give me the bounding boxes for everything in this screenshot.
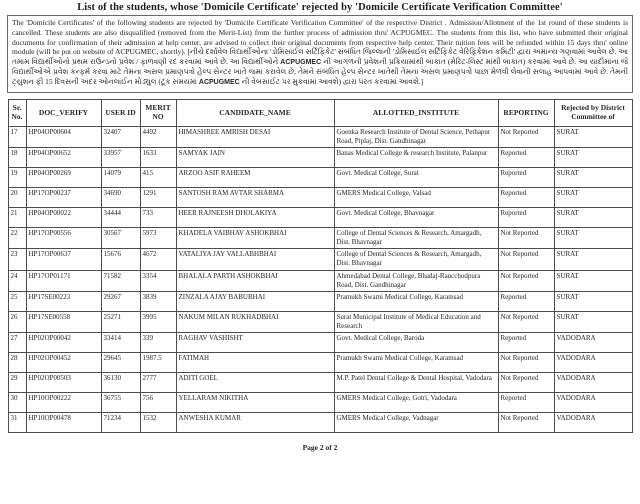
cell-doc-verify: HP17OP00556 (26, 228, 101, 249)
cell-doc-verify: HP02OP00503 (26, 372, 101, 392)
cell-user-id: 71582 (101, 270, 140, 291)
table-row (8, 228, 632, 249)
cell-user-id: 25271 (101, 311, 140, 332)
cell-user-id: 71234 (101, 412, 140, 432)
cell-doc-verify: HP17OP00237 (26, 188, 101, 208)
cell-rejected-district: SURAT (554, 228, 632, 249)
cell-merit-no: 3995 (140, 311, 176, 332)
cell-rejected-district: SURAT (554, 291, 632, 311)
cell-reporting: Reported (498, 291, 554, 311)
cell-sr-no: 30 (8, 392, 26, 412)
cell-doc-verify: HP17OP01171 (26, 270, 101, 291)
page-number: Page 2 of 2 (302, 442, 338, 452)
cell-allotted-institute: Banas Medical College & research Institute, Palanpur (334, 148, 498, 168)
cell-rejected-district: VADODARA (554, 372, 632, 392)
cell-user-id: 34444 (101, 208, 140, 228)
cell-rejected-district: VADODARA (554, 392, 632, 412)
cell-reporting: Reported (498, 392, 554, 412)
cell-candidate-name: HEER RAJNEESH DHOLAKIYA (176, 208, 334, 228)
cell-user-id: 29267 (101, 291, 140, 311)
intro-text-gujarati-2: ની આગળની પ્રવેશની પ્રક્રિયામાંથી બાકાત (મેરિટ-લિસ્ટ માંથી બાકાત) કરવામાં આવે છે. આ યાદીમાંના જે વિદ્યાર્થીઓએ પ્રવેશ કન્ફર્મ કરવા માટે તેમના અસલ પ્રમાણપત્રો હેલ્પ સેન્ટર ખાતે જમા કરાવેલ છે, તેમને સંબંધિત હેલ્પ સેન્ટર ખાતેથી તેમના અસલ પ્રમાણપત્રો પાછા મેળવી લેવાની સલાહ આપવામાં આવે છે. તેમની ટ્યુશન ફી 15 દિવસની અંદર ઓનલાઈન મોડ્યુલ (ટૂંક સમયમાં (12, 57, 628, 86)
cell-merit-no: 1291 (140, 188, 176, 208)
cell-merit-no: 733 (140, 208, 176, 228)
table-row (8, 188, 632, 208)
page-title: List of the students, whose 'Domicile Certificate' rejected by 'Domicile Certificate Verification Committee' (77, 2, 563, 13)
cell-sr-no: 29 (8, 372, 26, 392)
cell-allotted-institute: College of Dental Sciences & Research, Amargadh, Dist. Bhavnagar (334, 249, 498, 270)
cell-doc-verify: HP02OP00452 (26, 352, 101, 372)
cell-reporting: Reported (498, 208, 554, 228)
cell-sr-no: 31 (8, 412, 26, 432)
cell-candidate-name: ARZOO ASIF RAHEEM (176, 168, 334, 188)
cell-doc-verify: HP04OP00269 (26, 168, 101, 188)
table-row (8, 249, 632, 270)
cell-candidate-name: BHALALA PARTH ASHOKBHAI (176, 270, 334, 291)
cell-candidate-name: HIMASHREE AMRISH DESAI (176, 127, 334, 148)
cell-rejected-district: SURAT (554, 148, 632, 168)
cell-reporting: Not Reported (498, 311, 554, 332)
acpugmec-label-1: ACPUGMEC (280, 59, 322, 66)
cell-reporting: Not Reported (498, 228, 554, 249)
table-row (8, 208, 632, 228)
cell-reporting: Not Reported (498, 127, 554, 148)
table-row (8, 311, 632, 332)
col-header-allotted-institute: ALLOTTED_INSTITUTE (334, 100, 498, 127)
cell-allotted-institute: Govt. Medical College, Baroda (334, 332, 498, 352)
cell-merit-no: 3354 (140, 270, 176, 291)
cell-merit-no: 339 (140, 332, 176, 352)
cell-doc-verify: HP17SE00558 (26, 311, 101, 332)
cell-reporting: Reported (498, 188, 554, 208)
cell-doc-verify: HP04OP00652 (26, 148, 101, 168)
acpugmec-label-2: ACPUGMEC (198, 78, 240, 86)
cell-sr-no: 18 (8, 148, 26, 168)
cell-merit-no: 5973 (140, 228, 176, 249)
table-row (8, 372, 632, 392)
table-row (8, 270, 632, 291)
cell-sr-no: 28 (8, 352, 26, 372)
cell-user-id: 29645 (101, 352, 140, 372)
cell-rejected-district: SURAT (554, 249, 632, 270)
col-header-doc-verify: DOC_VERIFY (26, 100, 101, 127)
cell-merit-no: 4672 (140, 249, 176, 270)
cell-merit-no: 756 (140, 392, 176, 412)
cell-sr-no: 17 (8, 127, 26, 148)
cell-sr-no: 25 (8, 291, 26, 311)
col-header-candidate-name: CANDIDATE_NAME (176, 100, 334, 127)
cell-allotted-institute: Govt. Medical College, Surat (334, 168, 498, 188)
table-row (8, 352, 632, 372)
table-row (8, 291, 632, 311)
cell-rejected-district: VADODARA (554, 412, 632, 432)
table-row (8, 168, 632, 188)
cell-user-id: 30567 (101, 228, 140, 249)
col-header-sr-no: Sr. No. (8, 100, 26, 127)
cell-user-id: 33957 (101, 148, 140, 168)
cell-sr-no: 21 (8, 208, 26, 228)
table-header-row (8, 100, 632, 127)
table-row (8, 127, 632, 148)
table-row (8, 332, 632, 352)
cell-sr-no: 27 (8, 332, 26, 352)
cell-rejected-district: SURAT (554, 311, 632, 332)
cell-allotted-institute: GMERS Medical College, Valsad (334, 188, 498, 208)
cell-candidate-name: SAMYAK JAIN (176, 148, 334, 168)
cell-allotted-institute: Ahmedabad Dental College, Bhadaj-Rancchodpura Road, Dist. Gandhinagar (334, 270, 498, 291)
intro-text-gujarati-1: [નીચે દર્શાવેલ વિદ્યાર્થીઓના 'ડોમિસાઈલ સર્ટિફિકેટ' સંબંધિત જિલ્લાની 'ડોમિસાઈલ સર્ટિફિકેટ વેરિફિકેશન કમિટી' દ્વારા અમાન્ય ગણવામાં આવેલ છે. આ તમામ વિદ્યાર્થીઓનો પ્રથમ રાઉન્ડનો પ્રવેશ / ફાળવણી રદ કરવામાં આવે છે. આ વિદ્યાર્થીઓને (12, 47, 628, 66)
cell-merit-no: 1532 (140, 412, 176, 432)
table-row (8, 412, 632, 432)
cell-doc-verify: HP17SE00223 (26, 291, 101, 311)
cell-reporting: Not Reported (498, 270, 554, 291)
cell-merit-no: 3839 (140, 291, 176, 311)
cell-candidate-name: SANTOSH RAM AVTAR SHARMA (176, 188, 334, 208)
table-row (8, 148, 632, 168)
intro-notice (7, 15, 633, 93)
cell-rejected-district: VADODARA (554, 332, 632, 352)
cell-allotted-institute: Pramukh Swami Medical College, Karamsad (334, 291, 498, 311)
cell-rejected-district: SURAT (554, 127, 632, 148)
cell-candidate-name: YELLARAM NIKITHA (176, 392, 334, 412)
cell-user-id: 36130 (101, 372, 140, 392)
col-header-merit-no: MERIT NO (140, 100, 176, 127)
cell-sr-no: 19 (8, 168, 26, 188)
cell-allotted-institute: Pramukh Swami Medical College, Karamsad (334, 352, 498, 372)
cell-allotted-institute: College of Dental Sciences & Research, Amargadh, Dist. Bhavnagar (334, 228, 498, 249)
cell-merit-no: 415 (140, 168, 176, 188)
cell-candidate-name: RAGHAV VASHISHT (176, 332, 334, 352)
col-header-reporting: REPORTING (498, 100, 554, 127)
cell-rejected-district: SURAT (554, 168, 632, 188)
cell-user-id: 14079 (101, 168, 140, 188)
cell-allotted-institute: GMERS Medical College, Vadnagar (334, 412, 498, 432)
cell-sr-no: 20 (8, 188, 26, 208)
cell-reporting: Not Reported (498, 249, 554, 270)
cell-reporting: Not Reported (498, 352, 554, 372)
cell-allotted-institute: Goenka Research Institute of Dental Science, Pethapur Road, Piplaj, Dist. Gandhinagar (334, 127, 498, 148)
cell-user-id: 15676 (101, 249, 140, 270)
cell-merit-no: 1987.5 (140, 352, 176, 372)
cell-allotted-institute: Govt. Medical College, Bhavnagar (334, 208, 498, 228)
cell-user-id: 33414 (101, 332, 140, 352)
cell-candidate-name: ADITI GOEL (176, 372, 334, 392)
cell-sr-no: 24 (8, 270, 26, 291)
cell-sr-no: 23 (8, 249, 26, 270)
cell-allotted-institute: Surat Municipal Institute of Medical Education and Research (334, 311, 498, 332)
cell-doc-verify: HP02OP00042 (26, 332, 101, 352)
table-row (8, 392, 632, 412)
cell-candidate-name: FATIMAH (176, 352, 334, 372)
cell-reporting: Reported (498, 168, 554, 188)
cell-candidate-name: ANWESHA KUMAR (176, 412, 334, 432)
cell-doc-verify: HP10OP00478 (26, 412, 101, 432)
cell-rejected-district: SURAT (554, 188, 632, 208)
cell-allotted-institute: GMERS Medical College, Gotri, Vadodara (334, 392, 498, 412)
intro-text-gujarati-3: ની વેબસાઈટ પર મુકવામાં આવશે) દ્વારા પરત કરવામાં આવશે.] (239, 76, 424, 86)
cell-user-id: 36755 (101, 392, 140, 412)
cell-doc-verify: HP10OP00222 (26, 392, 101, 412)
cell-doc-verify: HP17OP00637 (26, 249, 101, 270)
rejected-students-table (8, 99, 633, 433)
cell-candidate-name: ZINZALA AJAY BABUBHAI (176, 291, 334, 311)
cell-merit-no: 4492 (140, 127, 176, 148)
cell-rejected-district: SURAT (554, 208, 632, 228)
cell-reporting: Reported (498, 332, 554, 352)
cell-candidate-name: KHADELA VAIBHAV ASHOKBHAI (176, 228, 334, 249)
cell-reporting: Reported (498, 148, 554, 168)
cell-candidate-name: VATALIYA JAY VALLABHBHAI (176, 249, 334, 270)
intro-text-english: The 'Domicile Certificates' of the following students are rejected by 'Domicile Certificate Verification Committee' of the respective District . Admission/Allotment of the 1st round of these students is cancelled. These students are also disqualified (removed from the Merit-List) from the further process of admission thru' ACPUGMEC. The students from this list, who have submitted their original documents for confirmation of their admission at help center, are advised to collect their original documents from respective help center. Their tuition fees will be refunded within 15 days thru' online module (will be put on website of ACPUGMEC, shortly). (12, 18, 628, 57)
cell-doc-verify: HP04OP00604 (26, 127, 101, 148)
cell-sr-no: 22 (8, 228, 26, 249)
cell-user-id: 32407 (101, 127, 140, 148)
cell-rejected-district: VADODARA (554, 352, 632, 372)
cell-sr-no: 26 (8, 311, 26, 332)
cell-candidate-name: NAKUM MILAN RUKHADBHAI (176, 311, 334, 332)
cell-allotted-institute: M.P. Patel Dental College & Dental Hospital, Vadodara (334, 372, 498, 392)
cell-rejected-district: SURAT (554, 270, 632, 291)
cell-reporting: Not Reported (498, 372, 554, 392)
col-header-user-id: USER ID (101, 100, 140, 127)
col-header-rejected-by: Rejected by District Committee of (554, 100, 632, 127)
cell-user-id: 34690 (101, 188, 140, 208)
cell-merit-no: 1633 (140, 148, 176, 168)
cell-doc-verify: HP04OP00022 (26, 208, 101, 228)
cell-merit-no: 2777 (140, 372, 176, 392)
cell-reporting: Not Reported (498, 412, 554, 432)
